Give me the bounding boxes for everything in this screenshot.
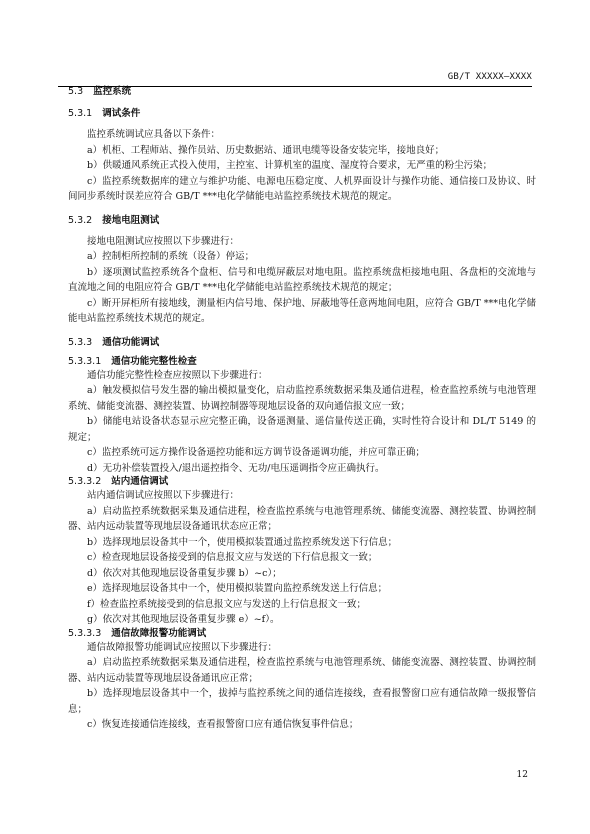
section-heading-5-3-2 (68, 215, 536, 227)
list-item: a）机柜、工程师站、操作员站、历史数据站、通讯电缆等设备安装完毕，接地良好； (87, 144, 445, 156)
section-title: 通信故障报警功能调试 (111, 627, 207, 639)
section-number: 5.3.3.3 (68, 627, 102, 639)
section-number: 5.3.1 (68, 108, 93, 119)
paragraph-intro: 监控系统调试应具备以下条件： (87, 129, 221, 140)
list-item: g）依次对其他现地层设备重复步骤 e）~f）。 (87, 614, 280, 625)
list-item: a）触发模拟信号发生器的输出模拟量变化，启动监控系统数据采集及通信进程，检查监控系统与电池管理系统、储能变流器、测控装置、协调控制器等现地层设备的双向通信报文应一致； (68, 385, 536, 412)
page-number: 12 (516, 770, 528, 780)
section-title: 通信功能调试 (102, 336, 160, 348)
list-item: b）供暖通风系统正式投入使用，主控室、计算机室的温度、湿度符合要求，无严重的粉尘污染； (87, 160, 493, 171)
paragraph-intro: 通信功能完整性检查应按照以下步骤进行： (87, 369, 268, 381)
section-title: 接地电阻测试 (102, 214, 160, 226)
list-item: c）恢复连接通信连接线，查看报警窗口应有通信恢复事件信息； (87, 719, 359, 730)
list-item: b）选择现地层设备其中一个，使用模拟装置通过监控系统发送下行信息； (87, 536, 398, 548)
paragraph-intro: 通信故障报警功能调试应按照以下步骤进行： (87, 641, 278, 653)
section-title: 监控系统 (93, 86, 132, 97)
list-item: b）逐项测试监控系统各个盘柜、信号和电缆屏蔽层对地电阻。监控系统盘柜接地电阻、各盘柜的交流地与直流地之间的电阻应符合 GB/T ***电化学储能电站监控系统技术规范的规定； (68, 266, 536, 293)
section-title: 站内通信调试 (111, 476, 169, 487)
list-item: c）监控系统可远方操作设备遥控功能和远方调节设备遥调功能，并应可靠正确； (87, 447, 425, 458)
list-item: c）检查现地层设备接受到的信息报文应与发送的下行信息报文一致； (87, 552, 378, 563)
list-item: d）无功补偿装置投入/退出遥控指令、无功/电压遥调指令应正确执行。 (87, 462, 385, 474)
list-item: b）储能电站设备状态显示应完整正确，设备遥测量、遥信量传送正确，实时性符合设计和 DL/T 5149 的规定； (68, 416, 536, 443)
paragraph-intro: 站内通信调试应按照以下步骤进行： (87, 490, 240, 501)
section-number: 5.3.2 (68, 214, 93, 226)
list-item: c）监控系统数据库的建立与维护功能、电源电压稳定度、人机界面设计与操作功能、通信接口及协议、时间同步系统时误差应符合 GB/T ***电化学储能电站监控系统技术规范的规定。 (68, 175, 536, 202)
section-heading-5-3 (68, 86, 536, 98)
section-heading-5-3-3-3 (68, 628, 536, 640)
list-item: b）选择现地层设备其中一个，拔掉与监控系统之间的通信连接线，查看报警窗口应有通信故障一级报警信息； (68, 688, 536, 715)
list-item: a）启动监控系统数据采集及通信进程，检查监控系统与电池管理系统、储能变流器、测控装置、协调控制器、站内远动装置等现地层设备通讯应正常； (68, 657, 536, 684)
list-item: e）选择现地层设备其中一个，使用模拟装置向监控系统发送上行信息； (87, 583, 388, 594)
section-title: 通信功能完整性检查 (111, 355, 197, 367)
section-heading-5-3-3-2 (68, 476, 536, 488)
section-title: 调试条件 (102, 108, 141, 119)
list-item: d）依次对其他现地层设备重复步骤 b）~c）； (87, 567, 282, 579)
list-item: c）断开屏柜所有接地线，测量柜内信号地、保护地、屏蔽地等任意两地间电阻，应符合 GB/T ***电化学储能电站监控系统技术规范的规定。 (68, 297, 536, 324)
list-item: f）检查监控系统接受到的信息报文应与发送的上行信息报文一致； (87, 598, 367, 610)
section-heading-5-3-3 (68, 337, 536, 349)
section-number: 5.3.3.1 (68, 355, 102, 367)
section-number: 5.3 (68, 86, 84, 97)
section-heading-5-3-3-1 (68, 356, 536, 368)
list-item: a）控制柜所控制的系统（设备）停运； (87, 251, 255, 262)
section-number: 5.3.3.2 (68, 476, 102, 487)
section-heading-5-3-1 (68, 108, 536, 120)
document-body (68, 82, 536, 733)
section-number: 5.3.3 (68, 336, 93, 348)
standard-code: GB/T XXXXX—XXXX (447, 72, 532, 82)
paragraph-intro: 接地电阻测试应按照以下步骤进行： (87, 235, 240, 247)
list-item: a）启动监控系统数据采集及通信进程，检查监控系统与电池管理系统、储能变流器、测控装置、协调控制器、站内远动装置等现地层设备通讯状态应正常； (68, 505, 536, 532)
